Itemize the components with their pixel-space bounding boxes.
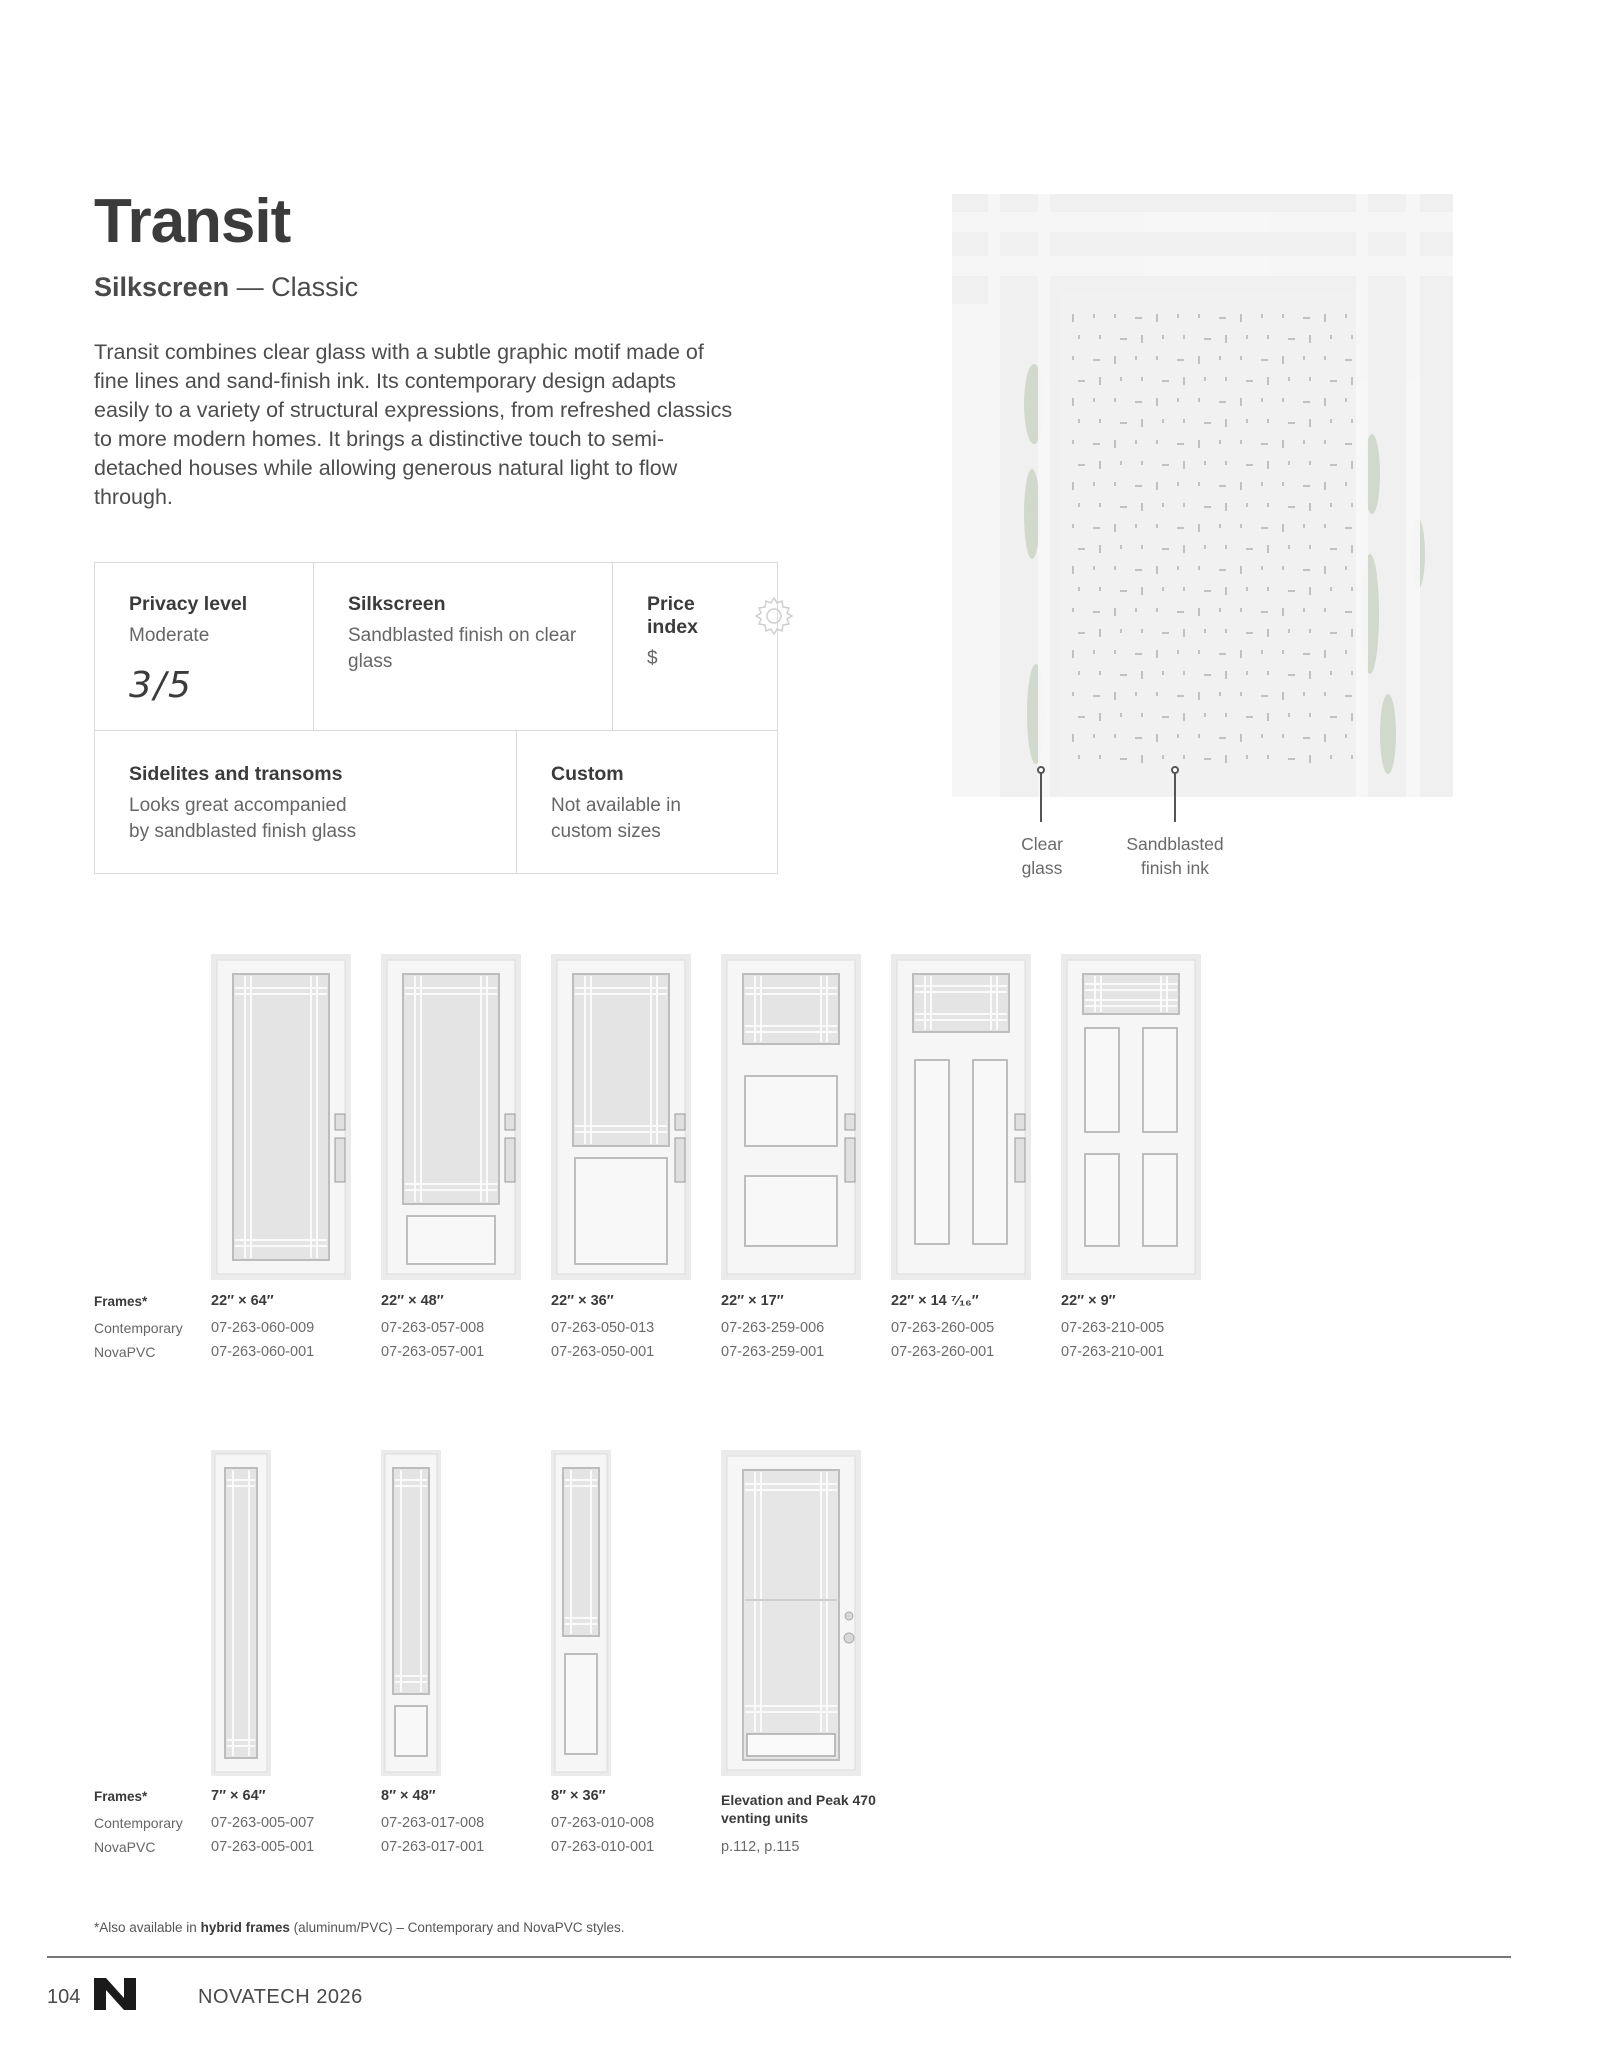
code-novapvc-22x48: 07-263-057-001 xyxy=(381,1344,485,1360)
novapvc-label-row1: NovaPVC xyxy=(94,1344,156,1360)
elevation-door[interactable] xyxy=(721,1450,861,1776)
privacy-label: Privacy level xyxy=(129,593,248,615)
size-22x48: 22″ × 48″ xyxy=(381,1293,444,1309)
size-7x64: 7″ × 64″ xyxy=(211,1788,266,1804)
size-22x17: 22″ × 17″ xyxy=(721,1293,784,1309)
code-novapvc-8x36: 07-263-010-001 xyxy=(551,1839,655,1855)
glass-pattern xyxy=(952,194,1453,797)
size-22x64: 22″ × 64″ xyxy=(211,1293,274,1309)
frames-label-row1: Frames* xyxy=(94,1294,148,1309)
door-22x14[interactable] xyxy=(891,954,1031,1280)
footer-rule xyxy=(47,1956,1511,1958)
door-22x64[interactable] xyxy=(211,954,351,1280)
footnote-rest: (aluminum/PVC) – Contemporary and NovaPVC styles. xyxy=(289,1920,625,1935)
code-contemporary-22x36: 07-263-050-013 xyxy=(551,1320,655,1336)
page-subtitle xyxy=(94,272,358,303)
privacy-value: Moderate xyxy=(129,625,210,646)
code-contemporary-22x14: 07-263-260-005 xyxy=(891,1320,995,1336)
page-title: Transit xyxy=(94,187,291,256)
door-22x48[interactable] xyxy=(381,954,521,1280)
subtitle-strong: Silkscreen xyxy=(94,272,230,302)
size-22x14: 22″ × 14 ⁷⁄₁₆″ xyxy=(891,1293,979,1309)
clear-glass-label: Clear glass xyxy=(1021,834,1063,878)
sandblasted-ink-label: Sandblasted finish ink xyxy=(1126,834,1224,878)
sandblasted-ink-marker xyxy=(1171,766,1179,774)
silkscreen-cell xyxy=(314,563,613,731)
code-contemporary-22x17: 07-263-259-006 xyxy=(721,1320,825,1336)
door-22x9[interactable] xyxy=(1061,954,1201,1280)
sidelites-value: Looks great accompanied by sandblasted finish glass xyxy=(129,795,357,842)
code-contemporary-8x36: 07-263-010-008 xyxy=(551,1815,655,1831)
contemporary-label-row2: Contemporary xyxy=(94,1815,183,1831)
elevation-pages-link[interactable]: p.112, p.115 xyxy=(721,1839,800,1855)
custom-cell xyxy=(517,731,777,873)
price-cell xyxy=(613,563,777,731)
price-value: $ xyxy=(647,648,658,669)
size-22x9: 22″ × 9″ xyxy=(1061,1293,1116,1309)
sandblasted-ink-pointer xyxy=(1174,770,1176,822)
code-novapvc-22x14: 07-263-260-001 xyxy=(891,1344,995,1360)
sidelite-8x36[interactable] xyxy=(551,1450,611,1776)
code-novapvc-22x17: 07-263-259-001 xyxy=(721,1344,825,1360)
door-22x36[interactable] xyxy=(551,954,691,1280)
footnote xyxy=(94,1920,625,1935)
code-novapvc-22x64: 07-263-060-001 xyxy=(211,1344,315,1360)
privacy-cell xyxy=(95,563,314,731)
size-8x48: 8″ × 48″ xyxy=(381,1788,436,1804)
sidelite-7x64[interactable] xyxy=(211,1450,271,1776)
sidelite-8x48[interactable] xyxy=(381,1450,441,1776)
price-label: Price index xyxy=(647,593,698,638)
elevation-label: Elevation and Peak 470 venting units xyxy=(721,1792,876,1826)
page-number: 104 xyxy=(47,1986,81,2008)
gear-icon xyxy=(752,594,796,638)
brand-logo xyxy=(94,1978,136,2010)
code-contemporary-22x64: 07-263-060-009 xyxy=(211,1320,315,1336)
clear-glass-marker xyxy=(1037,766,1045,774)
glass-sample-image xyxy=(952,194,1453,797)
code-contemporary-22x9: 07-263-210-005 xyxy=(1061,1320,1165,1336)
custom-value: Not available in custom sizes xyxy=(551,795,681,842)
door-22x17[interactable] xyxy=(721,954,861,1280)
code-contemporary-22x48: 07-263-057-008 xyxy=(381,1320,485,1336)
footnote-prefix: *Also available in xyxy=(94,1920,201,1935)
code-novapvc-8x48: 07-263-017-001 xyxy=(381,1839,485,1855)
footnote-strong: hybrid frames xyxy=(200,1920,290,1935)
privacy-rating: 3/5 xyxy=(129,665,193,706)
sidelites-label: Sidelites and transoms xyxy=(129,763,343,785)
catalog-name: NOVATECH 2026 xyxy=(198,1986,363,2008)
code-novapvc-7x64: 07-263-005-001 xyxy=(211,1839,315,1855)
silkscreen-label: Silkscreen xyxy=(348,593,446,615)
contemporary-label-row1: Contemporary xyxy=(94,1320,183,1336)
size-8x36: 8″ × 36″ xyxy=(551,1788,606,1804)
sidelites-cell xyxy=(95,731,517,873)
product-description: Transit combines clear glass with a subtle graphic motif made of fine lines and sand-finish ink. Its contemporary design adapts easily to a variety of structural expressions, from refreshed classics to more modern homes. It brings a distinctive touch to semi-detached houses while allowing generous natural light to flow through. xyxy=(94,340,733,509)
code-novapvc-22x9: 07-263-210-001 xyxy=(1061,1344,1165,1360)
code-contemporary-7x64: 07-263-005-007 xyxy=(211,1815,315,1831)
silkscreen-value: Sandblasted finish on clear glass xyxy=(348,625,577,672)
clear-glass-pointer xyxy=(1040,770,1042,822)
code-novapvc-22x36: 07-263-050-001 xyxy=(551,1344,655,1360)
subtitle-rest: — Classic xyxy=(229,272,359,302)
size-22x36: 22″ × 36″ xyxy=(551,1293,614,1309)
info-box xyxy=(94,562,778,874)
frames-label-row2: Frames* xyxy=(94,1789,148,1804)
code-contemporary-8x48: 07-263-017-008 xyxy=(381,1815,485,1831)
custom-label: Custom xyxy=(551,763,624,785)
novapvc-label-row2: NovaPVC xyxy=(94,1839,156,1855)
